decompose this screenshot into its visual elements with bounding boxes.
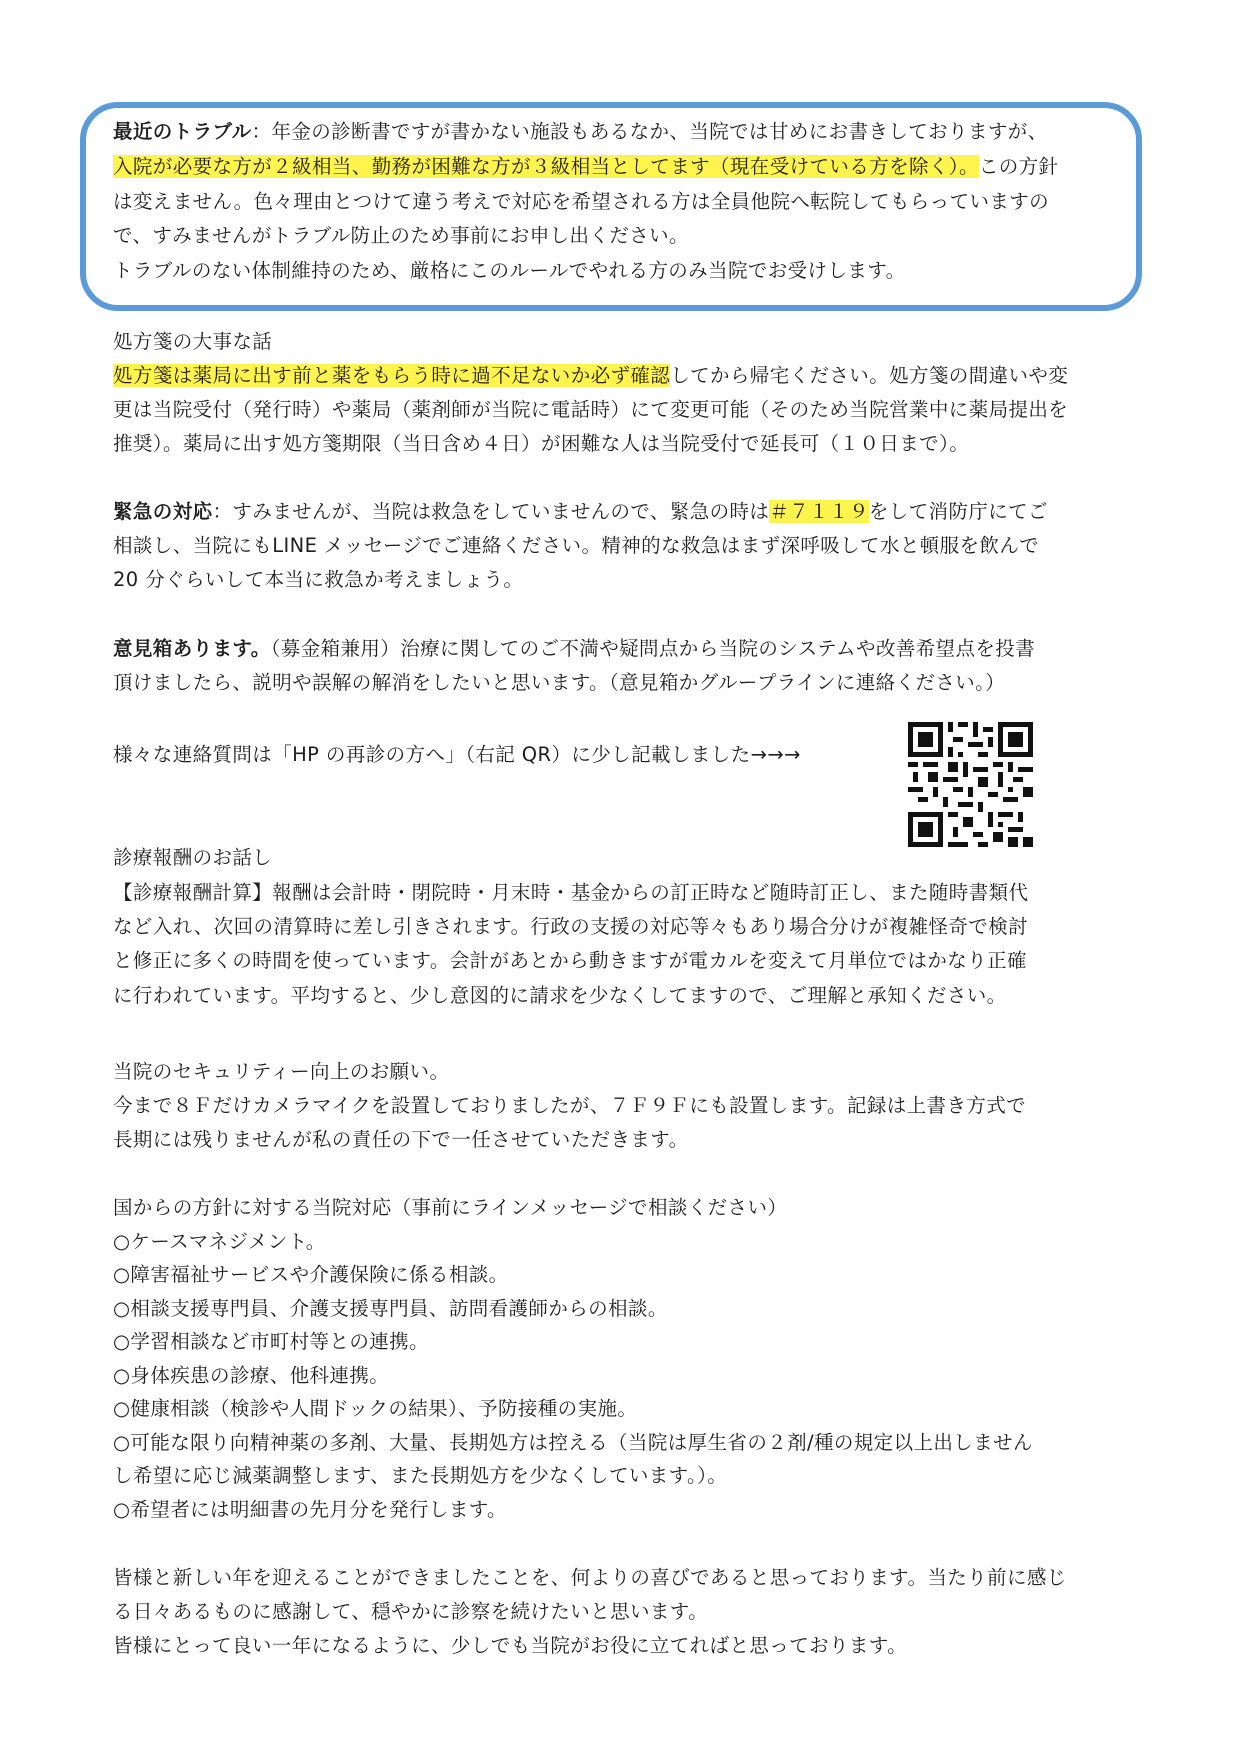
trouble-line-3: は変えません。色々理由とつけて違う考えで対応を希望される方は全員他院へ転院してもらっていますの [113, 190, 1050, 213]
prescription-line-1: 処方箋は薬局に出す前と薬をもらう時に過不足ないか必ず確認してから帰宅ください。処方箋の間違いや変 [113, 364, 1069, 387]
list-item: ○障害福祉サービスや介護保険に係る相談。 [113, 1263, 509, 1286]
emergency-line-3: 20 分ぐらいして本当に救急か考えましょう。 [113, 568, 524, 591]
prescription-line-2: 更は当院受付（発行時）や薬局（薬剤師が当院に電話時）にて変更可能（そのため当院営業中に薬局提出を [113, 398, 1069, 421]
policy-title: 国からの方針に対する当院対応（事前にラインメッセージで相談ください） [113, 1196, 788, 1219]
prescription-highlight: 処方箋は薬局に出す前と薬をもらう時に過不足ないか必ず確認 [113, 364, 671, 387]
emergency-line-2: 相談し、当院にもLINE メッセージでご連絡ください。精神的な救急はまず深呼吸して水と頓服を飲んで [113, 534, 1040, 557]
emergency-number: ＃７１１９ [769, 500, 869, 523]
fee-line-1: 【診療報酬計算】報酬は会計時・閉院時・月末時・基金からの訂正時など随時訂正し、また随時書類代 [113, 881, 1029, 904]
security-line-2: 長期には残りませんが私の責任の下で一任させていただきます。 [113, 1128, 689, 1151]
list-item: ○相談支援専門員、介護支援専門員、訪問看護師からの相談。 [113, 1297, 668, 1320]
emergency-title: 緊急の対応 [113, 500, 213, 523]
list-item: ○可能な限り向精神薬の多剤、大量、長期処方は控える（当院は厚生省の２剤/種の規定以上出しません [113, 1431, 1033, 1454]
opinion-line-2: 頂けましたら、説明や誤解の解消をしたいと思います。（意見箱かグループラインに連絡ください。） [113, 671, 1006, 694]
greeting-line-2: る日々あるものに感謝して、穏やかに診察を続けたいと思います。 [113, 1600, 709, 1623]
qr-code-icon[interactable] [908, 722, 1033, 847]
trouble-title: 最近のトラブル [113, 120, 252, 143]
security-title: 当院のセキュリティー向上のお願い。 [113, 1060, 450, 1083]
fee-line-3: と修正に多くの時間を使っています。会計があとから動きますが電カルを変えて月単位ではかなり正確 [113, 949, 1027, 972]
fee-line-4: に行われています。平均すると、少し意図的に請求を少なくしてますので、ご理解と承知ください。 [113, 984, 1007, 1007]
security-line-1: 今まで８Ｆだけカメラマイクを設置しておりましたが、７Ｆ９Ｆにも設置します。記録は上書き方式で [113, 1094, 1027, 1117]
trouble-line-2: 入院が必要な方が２級相当、勤務が困難な方が３級相当としてます（現在受けている方を除く）。この方針 [113, 155, 1059, 178]
greeting-line-1: 皆様と新しい年を迎えることができましたことを、何よりの喜びであると思っております。当たり前に感じ [113, 1566, 1067, 1589]
prescription-line-3: 推奨）。薬局に出す処方箋期限（当日含め４日）が困難な人は当院受付で延長可（１０日まで）。 [113, 432, 970, 455]
list-item: ○希望者には明細書の先月分を発行します。 [113, 1498, 507, 1521]
greeting-line-3: 皆様にとって良い一年になるように、少しでも当院がお役に立てればと思っております。 [113, 1634, 908, 1657]
opinion-line-1: 意見箱あります。（募金箱兼用）治療に関してのご不満や疑問点から当院のシステムや改善希望点を投書 [113, 637, 1036, 660]
list-item: し希望に応じ減薬調整します、また長期処方を少なくしています。）。 [113, 1464, 728, 1487]
qr-note: 様々な連絡質問は「HP の再診の方へ」（右記 QR）に少し記載しました→→→ [113, 743, 801, 766]
trouble-line-1: 最近のトラブル：年金の診断書ですが書かない施設もあるなか、当院では甘めにお書きしておりますが、 [113, 120, 1048, 143]
opinion-title: 意見箱あります。 [113, 637, 271, 660]
trouble-line-4: で、すみませんがトラブル防止のため事前にお申し出ください。 [113, 224, 689, 247]
emergency-line-1: 緊急の対応：すみませんが、当院は救急をしていませんので、緊急の時は＃７１１９をして消防庁にてご [113, 500, 1048, 523]
prescription-title: 処方箋の大事な話 [113, 330, 273, 353]
list-item: ○健康相談（検診や人間ドックの結果）、予防接種の実施。 [113, 1397, 638, 1420]
list-item: ○身体疾患の診療、他科連携。 [113, 1364, 390, 1387]
list-item: ○学習相談など市町村等との連携。 [113, 1330, 429, 1353]
trouble-highlight: 入院が必要な方が２級相当、勤務が困難な方が３級相当としてます（現在受けている方を除く）。 [113, 155, 979, 178]
trouble-line-5: トラブルのない体制維持のため、厳格にこのルールでやれる方のみ当院でお受けします。 [113, 259, 906, 282]
list-item: ○ケースマネジメント。 [113, 1230, 326, 1253]
fee-line-2: など入れ、次回の清算時に差し引きされます。行政の支援の対応等々もあり場合分けが複雑怪奇で検討 [113, 915, 1029, 938]
fee-title: 診療報酬のお話し [113, 846, 273, 869]
